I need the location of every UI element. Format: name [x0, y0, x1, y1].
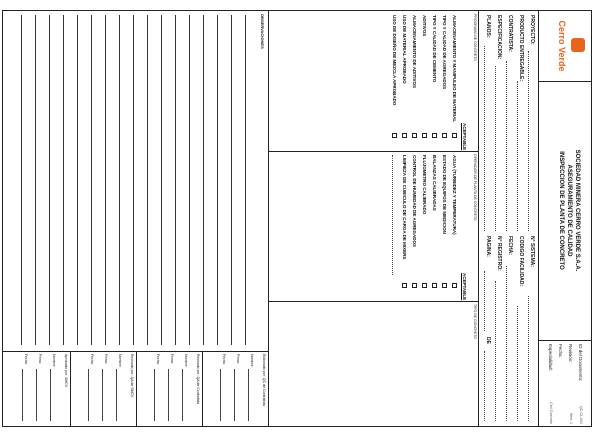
checkbox[interactable]: [402, 283, 407, 288]
company-logo: [539, 11, 591, 82]
firma-label: Firma:: [170, 354, 174, 364]
observation-line[interactable]: [77, 15, 78, 345]
observation-line[interactable]: [245, 15, 246, 345]
fecha-line[interactable]: [22, 369, 23, 421]
contratista-line[interactable]: [506, 61, 507, 231]
title-line-2: ASEGURAMIENTO DE CALIDAD: [566, 164, 572, 257]
producto-line[interactable]: [517, 81, 518, 231]
observation-line[interactable]: [133, 15, 134, 345]
observation-line[interactable]: [189, 15, 190, 345]
nombre-label: Nombre:: [118, 354, 122, 368]
checklist-item: TIPO Y CALIDAD DE AGREGADOS: [442, 15, 447, 90]
signature-block: [136, 351, 203, 426]
firma-label: Firma:: [38, 354, 42, 364]
checklist-item: CONTROL DE HUMEDAD DE AGREGADOS: [412, 155, 417, 248]
fecha-line[interactable]: [220, 369, 221, 421]
observations-title: OBSERVACIONES: [260, 14, 265, 49]
sistema-line[interactable]: [528, 296, 529, 421]
observation-line[interactable]: [119, 15, 120, 345]
firma-line[interactable]: [36, 369, 37, 421]
nombre-label: Nombre:: [184, 354, 188, 368]
observation-line[interactable]: [161, 15, 162, 345]
meta-especialidad-value: Civil Concreto: [549, 402, 553, 424]
fecha-label: Fecha:: [222, 354, 226, 365]
fecha-label: Fecha:: [24, 354, 28, 365]
checkbox[interactable]: [412, 283, 417, 288]
checkbox[interactable]: [442, 133, 447, 138]
pagina-label: PAGINA:: [485, 236, 491, 257]
checkbox[interactable]: [432, 133, 437, 138]
observation-line[interactable]: [63, 15, 64, 345]
checkbox[interactable]: [442, 283, 447, 288]
nombre-line[interactable]: [116, 369, 117, 421]
signature-block: [70, 351, 137, 426]
signature-title: Aprobado por: SMCV: [64, 354, 68, 388]
checklist-item: USO DE MATERIAL APROBADO: [402, 15, 407, 84]
registro-line[interactable]: [495, 281, 496, 421]
logo-mark-icon: [571, 38, 585, 52]
firma-line[interactable]: [168, 369, 169, 421]
inspection-form: [2, 10, 592, 427]
tipo-concreto-section: [269, 301, 479, 426]
sistema-label: N° SISTEMA:: [529, 236, 535, 267]
proyecto-label: PROYECTO:: [529, 15, 535, 45]
observation-line[interactable]: [203, 15, 204, 345]
title-line-3: INSPECCION DE PLANTA DE CONCRETO: [558, 151, 564, 270]
observations-section: [2, 11, 269, 352]
especificacion-line[interactable]: [495, 66, 496, 231]
notes-line[interactable]: [392, 155, 393, 275]
especificacion-label: ESPECIFICACION:: [496, 15, 502, 60]
observation-line[interactable]: [147, 15, 148, 345]
signature-block: [202, 351, 269, 426]
fecha-line[interactable]: [154, 369, 155, 421]
checklist-item: ALMACENAMIENTO Y MANIPULEO DE MATERIAL: [452, 15, 457, 123]
meta-revision-label: Revisión:: [568, 344, 573, 363]
document-meta: [539, 341, 591, 426]
nombre-line[interactable]: [182, 369, 183, 421]
nombre-label: Nombre:: [250, 354, 254, 368]
proyecto-line[interactable]: [528, 51, 529, 231]
facilidad-label: CODIGO FACILIDAD:: [518, 236, 524, 286]
fecha-label: Fecha:: [156, 354, 160, 365]
planos-label: PLANOS:: [485, 15, 491, 38]
signature-title: Revisado por: QA de SMCV: [130, 354, 134, 398]
firma-label: Firma:: [104, 354, 108, 364]
registro-label: N° REGISTRO:: [496, 236, 502, 271]
firma-line[interactable]: [102, 369, 103, 421]
project-info: [478, 11, 539, 426]
signature-block: [4, 351, 71, 426]
checkbox[interactable]: [412, 133, 417, 138]
form-header: [538, 11, 591, 426]
de-label: DE: [485, 337, 491, 344]
checkbox[interactable]: [452, 133, 457, 138]
planos-line[interactable]: [484, 46, 485, 231]
logo-text: Cerro Verde: [557, 20, 567, 72]
checklist-item: ESTADO DE EQUIPOS DE MEDICION: [442, 155, 447, 234]
checklist-item: FLUJOMETRO CALIBRADO: [422, 155, 427, 215]
section-title: OPERADOR DE PLANTA DE CONCRETO: [473, 154, 477, 221]
checklist-item: TIPO Y CALIDAD DE CEMENTO: [432, 15, 437, 83]
meta-fecha-label: Fecha:: [558, 344, 563, 358]
meta-especialidad-label: Especialidad:: [548, 344, 553, 371]
checkbox[interactable]: [422, 283, 427, 288]
observation-line[interactable]: [21, 15, 22, 345]
firma-line[interactable]: [234, 369, 235, 421]
operador-planta-section: [269, 151, 479, 302]
checkbox[interactable]: [432, 283, 437, 288]
observation-line[interactable]: [231, 15, 232, 345]
fecha-label: Fecha:: [90, 354, 94, 365]
fecha-line[interactable]: [506, 266, 507, 421]
contratista-label: CONTRATISTA:: [507, 15, 513, 52]
meta-revision-value: Item: 1: [569, 413, 573, 424]
signature-title: Elaborado por: QC de Contratista: [262, 354, 266, 406]
section-title: PROGRAMA DE CONCRETO: [473, 14, 477, 61]
checkbox[interactable]: [392, 133, 397, 138]
document-title: [539, 81, 591, 341]
checklist-item: ALMACENAMIENTO DE ADITIVOS: [412, 15, 417, 89]
pagina-line[interactable]: [484, 271, 485, 331]
aceptable-header: ACEPTABLE: [462, 273, 467, 301]
nombre-label: Nombre:: [52, 354, 56, 368]
checklist-item: AGUA (TURBIDEZ Y TEMPERATURA): [452, 155, 457, 235]
checklist-item: BALANZAS CALIBRADAS: [432, 155, 437, 211]
meta-id-label: ID del Documento:: [578, 344, 583, 382]
checkbox[interactable]: [452, 283, 457, 288]
checkbox[interactable]: [422, 133, 427, 138]
checkbox[interactable]: [402, 133, 407, 138]
programa-concreto-section: [269, 11, 479, 152]
meta-doc-code: QC-CL-001: [579, 406, 583, 424]
checklist-item: ADITIVOS: [422, 15, 427, 37]
observation-line[interactable]: [49, 15, 50, 345]
observation-line[interactable]: [105, 15, 106, 345]
observation-line[interactable]: [35, 15, 36, 345]
title-line-1: SOCIEDAD MINERA CERRO VERDE S.A.A.: [574, 149, 580, 272]
fecha-label: FECHA:: [507, 236, 513, 255]
signature-title: Revisado por: QA de Contratista: [196, 354, 200, 405]
observation-line[interactable]: [175, 15, 176, 345]
section-title: TIPO DE CONCRETO: [473, 304, 477, 339]
facilidad-line[interactable]: [517, 306, 518, 421]
fecha-line[interactable]: [88, 369, 89, 421]
nombre-line[interactable]: [50, 369, 51, 421]
nombre-line[interactable]: [248, 369, 249, 421]
checklist-item: LIMPIEZA DE CUBICULO DE CARGA DE MIXERS: [402, 155, 407, 260]
aceptable-header: ACEPTABLE: [462, 123, 467, 151]
de-line[interactable]: [484, 351, 485, 421]
checklist-item: USO DE DISEÑO DE MEZCLA APROBADO: [392, 15, 397, 106]
producto-label: PRODUCTO ENTREGABLE:: [518, 15, 524, 82]
observation-line[interactable]: [91, 15, 92, 345]
observation-line[interactable]: [217, 15, 218, 345]
firma-label: Firma:: [236, 354, 240, 364]
